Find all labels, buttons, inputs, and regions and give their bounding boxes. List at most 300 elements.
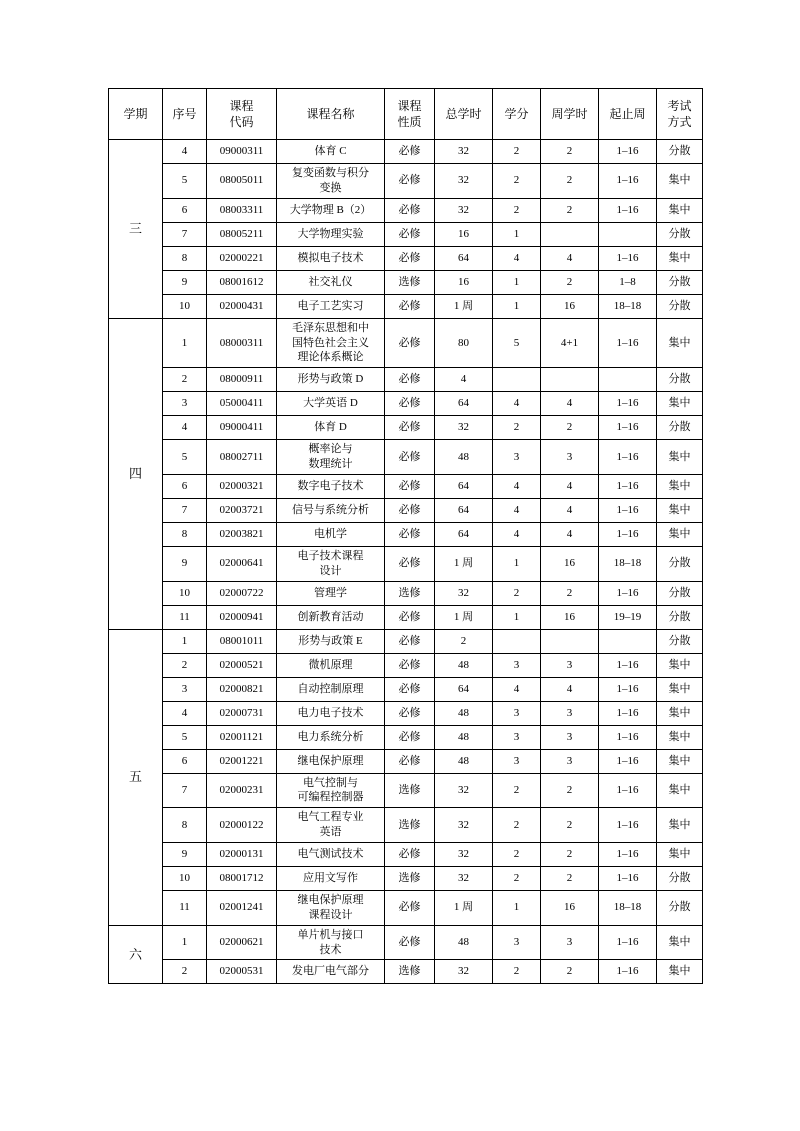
cell-exam-method: 集中 (657, 749, 703, 773)
cell-exam-method: 集中 (657, 773, 703, 808)
cell-week-range: 1–16 (599, 960, 657, 984)
cell-course-name: 数字电子技术 (277, 474, 385, 498)
cell-credits: 1 (493, 294, 541, 318)
cell-course-name: 电气工程专业 英语 (277, 808, 385, 843)
cell-course-code: 08001712 (207, 866, 277, 890)
cell-weekly-hours: 4 (541, 498, 599, 522)
cell-course-code: 08003311 (207, 198, 277, 222)
cell-course-name: 单片机与接口 技术 (277, 925, 385, 960)
cell-weekly-hours: 4 (541, 246, 599, 270)
cell-credits: 2 (493, 416, 541, 440)
cell-week-range: 1–16 (599, 140, 657, 164)
cell-course-name: 形势与政策 D (277, 368, 385, 392)
cell-total-hours: 32 (435, 581, 493, 605)
cell-no: 7 (163, 773, 207, 808)
cell-week-range (599, 222, 657, 246)
cell-weekly-hours (541, 222, 599, 246)
table-row (109, 701, 703, 725)
cell-week-range: 1–16 (599, 522, 657, 546)
cell-week-range: 1–16 (599, 318, 657, 368)
cell-weekly-hours: 2 (541, 164, 599, 199)
cell-weekly-hours: 3 (541, 440, 599, 475)
cell-weekly-hours: 2 (541, 960, 599, 984)
cell-no: 3 (163, 677, 207, 701)
cell-course-name: 自动控制原理 (277, 677, 385, 701)
cell-term: 四 (109, 318, 163, 629)
cell-course-name: 创新教育活动 (277, 605, 385, 629)
cell-weekly-hours: 16 (541, 605, 599, 629)
cell-credits: 4 (493, 522, 541, 546)
cell-total-hours: 48 (435, 925, 493, 960)
cell-weekly-hours: 4 (541, 677, 599, 701)
cell-total-hours: 64 (435, 677, 493, 701)
cell-course-nature: 必修 (385, 522, 435, 546)
cell-course-code: 02000722 (207, 581, 277, 605)
header-credits: 学分 (493, 89, 541, 140)
cell-course-nature: 选修 (385, 581, 435, 605)
cell-course-nature: 必修 (385, 725, 435, 749)
cell-exam-method: 集中 (657, 498, 703, 522)
cell-weekly-hours: 2 (541, 808, 599, 843)
cell-no: 8 (163, 246, 207, 270)
cell-total-hours: 16 (435, 270, 493, 294)
cell-course-code: 08000311 (207, 318, 277, 368)
header-course-name: 课程名称 (277, 89, 385, 140)
cell-exam-method: 集中 (657, 392, 703, 416)
cell-weekly-hours: 4 (541, 392, 599, 416)
cell-course-name: 继电保护原理 (277, 749, 385, 773)
header-code-line1: 课程 (229, 98, 254, 113)
cell-weekly-hours: 3 (541, 749, 599, 773)
table-row (109, 140, 703, 164)
cell-weekly-hours (541, 629, 599, 653)
cell-exam-method: 集中 (657, 198, 703, 222)
cell-credits: 5 (493, 318, 541, 368)
table-row (109, 653, 703, 677)
cell-course-name: 毛泽东思想和中 国特色社会主义 理论体系概论 (277, 318, 385, 368)
cell-course-code: 02001241 (207, 890, 277, 925)
cell-exam-method: 集中 (657, 960, 703, 984)
cell-total-hours: 32 (435, 960, 493, 984)
cell-exam-method: 分散 (657, 581, 703, 605)
cell-credits: 2 (493, 808, 541, 843)
cell-course-nature: 必修 (385, 842, 435, 866)
table-header (109, 89, 703, 140)
cell-course-nature: 必修 (385, 629, 435, 653)
cell-course-code: 02000431 (207, 294, 277, 318)
table-row (109, 581, 703, 605)
cell-course-code: 02003821 (207, 522, 277, 546)
cell-total-hours: 48 (435, 725, 493, 749)
cell-course-nature: 必修 (385, 474, 435, 498)
table-row (109, 629, 703, 653)
course-schedule-table (108, 88, 703, 984)
table-row (109, 498, 703, 522)
cell-week-range: 1–16 (599, 749, 657, 773)
cell-term: 六 (109, 925, 163, 984)
cell-week-range: 1–16 (599, 842, 657, 866)
table-row (109, 392, 703, 416)
cell-credits: 2 (493, 140, 541, 164)
cell-course-code: 02001121 (207, 725, 277, 749)
cell-credits: 2 (493, 164, 541, 199)
cell-course-name: 微机原理 (277, 653, 385, 677)
cell-no: 9 (163, 270, 207, 294)
cell-course-code: 08001011 (207, 629, 277, 653)
cell-week-range: 1–16 (599, 701, 657, 725)
cell-week-range (599, 629, 657, 653)
cell-credits: 3 (493, 440, 541, 475)
header-weekly-hours: 周学时 (541, 89, 599, 140)
cell-term: 三 (109, 140, 163, 319)
cell-weekly-hours: 3 (541, 653, 599, 677)
table-row (109, 222, 703, 246)
cell-course-name: 继电保护原理 课程设计 (277, 890, 385, 925)
cell-course-nature: 必修 (385, 164, 435, 199)
cell-course-name: 社交礼仪 (277, 270, 385, 294)
cell-course-code: 08002711 (207, 440, 277, 475)
cell-weekly-hours: 2 (541, 866, 599, 890)
cell-course-name: 体育 C (277, 140, 385, 164)
cell-exam-method: 集中 (657, 842, 703, 866)
cell-credits: 2 (493, 842, 541, 866)
table-row (109, 677, 703, 701)
cell-week-range: 1–16 (599, 581, 657, 605)
cell-credits: 1 (493, 890, 541, 925)
cell-total-hours: 80 (435, 318, 493, 368)
cell-total-hours: 32 (435, 164, 493, 199)
cell-no: 4 (163, 416, 207, 440)
cell-total-hours: 32 (435, 866, 493, 890)
table-row (109, 246, 703, 270)
cell-total-hours: 48 (435, 749, 493, 773)
cell-course-name: 电力电子技术 (277, 701, 385, 725)
cell-total-hours: 32 (435, 842, 493, 866)
cell-weekly-hours: 2 (541, 416, 599, 440)
table-row (109, 164, 703, 199)
table-row (109, 773, 703, 808)
cell-exam-method: 集中 (657, 522, 703, 546)
table-row (109, 198, 703, 222)
cell-weekly-hours: 3 (541, 701, 599, 725)
cell-week-range: 18–18 (599, 890, 657, 925)
cell-course-nature: 必修 (385, 246, 435, 270)
cell-course-name: 电子工艺实习 (277, 294, 385, 318)
cell-course-name: 电子技术课程 设计 (277, 546, 385, 581)
cell-weekly-hours: 2 (541, 773, 599, 808)
cell-total-hours: 1 周 (435, 294, 493, 318)
cell-credits (493, 368, 541, 392)
cell-exam-method: 分散 (657, 866, 703, 890)
table-row (109, 416, 703, 440)
cell-total-hours: 2 (435, 629, 493, 653)
cell-course-code: 02000221 (207, 246, 277, 270)
cell-no: 8 (163, 522, 207, 546)
cell-total-hours: 48 (435, 440, 493, 475)
cell-exam-method: 分散 (657, 222, 703, 246)
cell-course-code: 02000122 (207, 808, 277, 843)
header-nature-line2: 性质 (397, 115, 422, 129)
cell-course-name: 电机学 (277, 522, 385, 546)
cell-exam-method: 分散 (657, 629, 703, 653)
cell-course-name: 大学物理实验 (277, 222, 385, 246)
cell-course-name: 模拟电子技术 (277, 246, 385, 270)
cell-no: 6 (163, 198, 207, 222)
cell-course-nature: 必修 (385, 890, 435, 925)
cell-course-name: 电气测试技术 (277, 842, 385, 866)
cell-total-hours: 64 (435, 246, 493, 270)
cell-course-code: 02000131 (207, 842, 277, 866)
cell-course-name: 电气控制与 可编程控制器 (277, 773, 385, 808)
cell-total-hours: 64 (435, 474, 493, 498)
cell-total-hours: 32 (435, 773, 493, 808)
table-row (109, 368, 703, 392)
cell-no: 9 (163, 842, 207, 866)
cell-course-nature: 必修 (385, 440, 435, 475)
cell-weekly-hours: 16 (541, 294, 599, 318)
cell-total-hours: 1 周 (435, 890, 493, 925)
table-row (109, 318, 703, 368)
cell-week-range: 1–16 (599, 866, 657, 890)
cell-course-code: 02000531 (207, 960, 277, 984)
cell-week-range: 1–16 (599, 808, 657, 843)
cell-no: 2 (163, 368, 207, 392)
cell-no: 2 (163, 653, 207, 677)
cell-course-nature: 必修 (385, 749, 435, 773)
cell-credits: 3 (493, 725, 541, 749)
cell-course-nature: 必修 (385, 701, 435, 725)
cell-week-range: 1–16 (599, 440, 657, 475)
cell-credits: 1 (493, 222, 541, 246)
cell-total-hours: 64 (435, 498, 493, 522)
cell-exam-method: 分散 (657, 294, 703, 318)
cell-no: 7 (163, 498, 207, 522)
cell-exam-method: 集中 (657, 725, 703, 749)
cell-course-code: 08005211 (207, 222, 277, 246)
cell-no: 8 (163, 808, 207, 843)
cell-course-name: 信号与系统分析 (277, 498, 385, 522)
cell-no: 5 (163, 440, 207, 475)
cell-total-hours: 1 周 (435, 546, 493, 581)
cell-course-code: 05000411 (207, 392, 277, 416)
cell-no: 10 (163, 866, 207, 890)
cell-course-name: 复变函数与积分 变换 (277, 164, 385, 199)
cell-no: 3 (163, 392, 207, 416)
cell-credits: 4 (493, 474, 541, 498)
cell-weekly-hours: 2 (541, 270, 599, 294)
cell-course-code: 08000911 (207, 368, 277, 392)
cell-course-name: 形势与政策 E (277, 629, 385, 653)
header-week-range: 起止周 (599, 89, 657, 140)
cell-week-range: 1–16 (599, 925, 657, 960)
cell-no: 5 (163, 725, 207, 749)
cell-total-hours: 32 (435, 140, 493, 164)
cell-no: 7 (163, 222, 207, 246)
cell-course-nature: 必修 (385, 416, 435, 440)
cell-weekly-hours: 2 (541, 198, 599, 222)
cell-course-name: 大学物理 B（2） (277, 198, 385, 222)
cell-course-nature: 必修 (385, 392, 435, 416)
cell-week-range: 18–18 (599, 546, 657, 581)
cell-week-range: 1–16 (599, 498, 657, 522)
cell-course-code: 02001221 (207, 749, 277, 773)
cell-credits: 4 (493, 677, 541, 701)
cell-course-name: 管理学 (277, 581, 385, 605)
cell-weekly-hours: 16 (541, 546, 599, 581)
cell-week-range: 1–8 (599, 270, 657, 294)
header-term: 学期 (109, 89, 163, 140)
table-body (109, 140, 703, 984)
header-code (207, 89, 277, 140)
cell-course-code: 08001612 (207, 270, 277, 294)
cell-no: 9 (163, 546, 207, 581)
cell-course-name: 电力系统分析 (277, 725, 385, 749)
cell-course-nature: 必修 (385, 294, 435, 318)
cell-credits: 4 (493, 498, 541, 522)
cell-total-hours: 48 (435, 653, 493, 677)
table-row (109, 725, 703, 749)
cell-total-hours: 32 (435, 198, 493, 222)
cell-course-code: 02000321 (207, 474, 277, 498)
cell-credits: 3 (493, 701, 541, 725)
cell-course-nature: 必修 (385, 546, 435, 581)
table-row (109, 440, 703, 475)
cell-exam-method: 集中 (657, 164, 703, 199)
cell-total-hours: 32 (435, 416, 493, 440)
cell-exam-method: 集中 (657, 318, 703, 368)
cell-course-nature: 选修 (385, 270, 435, 294)
cell-no: 6 (163, 749, 207, 773)
cell-credits: 1 (493, 546, 541, 581)
cell-course-code: 02000641 (207, 546, 277, 581)
cell-course-nature: 必修 (385, 498, 435, 522)
cell-weekly-hours: 4 (541, 522, 599, 546)
cell-weekly-hours: 16 (541, 890, 599, 925)
cell-no: 4 (163, 140, 207, 164)
cell-course-nature: 必修 (385, 318, 435, 368)
cell-week-range: 19–19 (599, 605, 657, 629)
cell-course-name: 体育 D (277, 416, 385, 440)
cell-no: 5 (163, 164, 207, 199)
cell-total-hours: 4 (435, 368, 493, 392)
cell-week-range: 1–16 (599, 246, 657, 270)
header-exam-line1: 考试 (667, 98, 692, 113)
cell-course-code: 08005011 (207, 164, 277, 199)
cell-exam-method: 分散 (657, 270, 703, 294)
cell-course-code: 02000821 (207, 677, 277, 701)
cell-weekly-hours: 2 (541, 581, 599, 605)
cell-no: 10 (163, 294, 207, 318)
cell-exam-method: 集中 (657, 474, 703, 498)
cell-exam-method: 分散 (657, 368, 703, 392)
cell-week-range: 1–16 (599, 725, 657, 749)
cell-credits: 4 (493, 246, 541, 270)
cell-course-nature: 必修 (385, 222, 435, 246)
cell-credits: 3 (493, 749, 541, 773)
header-nature-line1: 课程 (397, 98, 422, 113)
cell-course-nature: 必修 (385, 925, 435, 960)
cell-exam-method: 分散 (657, 605, 703, 629)
table-row (109, 925, 703, 960)
cell-term: 五 (109, 629, 163, 925)
cell-no: 2 (163, 960, 207, 984)
cell-weekly-hours (541, 368, 599, 392)
cell-credits: 1 (493, 605, 541, 629)
cell-week-range: 1–16 (599, 198, 657, 222)
cell-week-range: 1–16 (599, 773, 657, 808)
cell-course-code: 02000231 (207, 773, 277, 808)
cell-exam-method: 分散 (657, 140, 703, 164)
cell-credits: 1 (493, 270, 541, 294)
cell-course-code: 02000521 (207, 653, 277, 677)
cell-total-hours: 1 周 (435, 605, 493, 629)
cell-exam-method: 集中 (657, 808, 703, 843)
cell-course-nature: 选修 (385, 960, 435, 984)
cell-exam-method: 分散 (657, 890, 703, 925)
cell-course-code: 02000621 (207, 925, 277, 960)
table-row (109, 960, 703, 984)
header-total-hours: 总学时 (435, 89, 493, 140)
cell-course-nature: 必修 (385, 605, 435, 629)
cell-course-name: 发电厂电气部分 (277, 960, 385, 984)
cell-course-nature: 必修 (385, 368, 435, 392)
cell-no: 6 (163, 474, 207, 498)
cell-exam-method: 分散 (657, 416, 703, 440)
cell-total-hours: 16 (435, 222, 493, 246)
cell-course-code: 09000311 (207, 140, 277, 164)
cell-weekly-hours: 3 (541, 725, 599, 749)
cell-credits: 4 (493, 392, 541, 416)
cell-exam-method: 集中 (657, 677, 703, 701)
table-row (109, 605, 703, 629)
cell-exam-method: 集中 (657, 701, 703, 725)
cell-course-nature: 选修 (385, 866, 435, 890)
cell-course-name: 概率论与 数理统计 (277, 440, 385, 475)
cell-credits: 3 (493, 653, 541, 677)
cell-credits: 2 (493, 866, 541, 890)
cell-week-range: 1–16 (599, 164, 657, 199)
cell-course-name: 应用文写作 (277, 866, 385, 890)
cell-course-name: 大学英语 D (277, 392, 385, 416)
cell-weekly-hours: 4 (541, 474, 599, 498)
header-row (109, 89, 703, 140)
table-row (109, 522, 703, 546)
header-no: 序号 (163, 89, 207, 140)
cell-course-code: 09000411 (207, 416, 277, 440)
table-row (109, 294, 703, 318)
cell-no: 1 (163, 925, 207, 960)
cell-week-range: 1–16 (599, 653, 657, 677)
cell-credits: 2 (493, 198, 541, 222)
table-row (109, 270, 703, 294)
table-row (109, 749, 703, 773)
cell-course-code: 02000731 (207, 701, 277, 725)
cell-total-hours: 32 (435, 808, 493, 843)
cell-course-code: 02000941 (207, 605, 277, 629)
cell-total-hours: 48 (435, 701, 493, 725)
cell-course-nature: 必修 (385, 140, 435, 164)
cell-credits: 2 (493, 773, 541, 808)
cell-weekly-hours: 2 (541, 842, 599, 866)
cell-course-nature: 选修 (385, 773, 435, 808)
header-nature (385, 89, 435, 140)
cell-weekly-hours: 3 (541, 925, 599, 960)
cell-credits: 2 (493, 581, 541, 605)
cell-no: 11 (163, 890, 207, 925)
cell-course-nature: 必修 (385, 198, 435, 222)
header-code-line2: 代码 (229, 115, 254, 129)
cell-exam-method: 集中 (657, 440, 703, 475)
